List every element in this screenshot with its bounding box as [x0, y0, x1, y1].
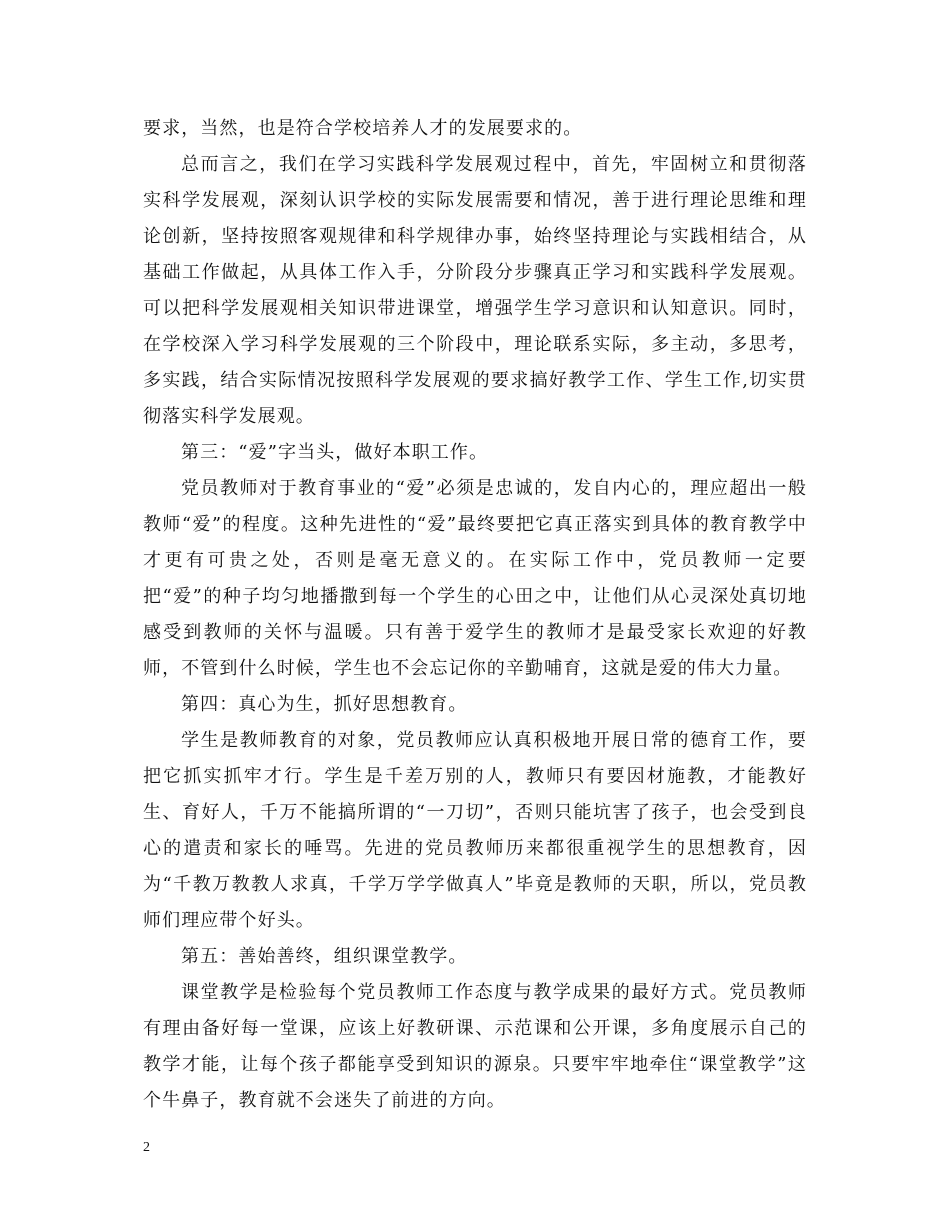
paragraph-love: 党员教师对于教育事业的“爱”必须是忠诚的，发自内心的，理应超出一般教师“爱”的程度。这种先进性的“爱”最终要把它真正落实到具体的教育教学中才更有可贵之处，否则是毫无意义的。在实际工作中，党员教师一定要把“爱”的种子均匀地播撒到每一个学生的心田之中，让他们从心灵深处真切地感受到教师的关怀与温暖。只有善于爱学生的教师才是最受家长欢迎的好教师，不管到什么时候，学生也不会忘记你的辛勤哺育，这就是爱的伟大力量。	[143, 478, 807, 679]
page-number: 2	[143, 1140, 150, 1155]
section-heading-fourth: 第四：真心为生，抓好思想教育。	[181, 694, 468, 715]
document-body	[143, 111, 807, 1119]
paragraph-continuation: 要求，当然，也是符合学校培养人才的发展要求的。	[143, 118, 583, 139]
paragraph-classroom-teaching: 课堂教学是检验每个党员教师工作态度与教学成果的最好方式。党员教师有理由备好每一堂课，应该上好教研课、示范课和公开课，多角度展示自己的教学才能，让每个孩子都能享受到知识的源泉。只要牢牢地牵住“课堂教学”这个牛鼻子，教育就不会迷失了前进的方向。	[143, 982, 807, 1111]
section-heading-third: 第三：“爱”字当头，做好本职工作。	[181, 442, 489, 463]
paragraph-moral-education: 学生是教师教育的对象，党员教师应认真积极地开展日常的德育工作，要把它抓实抓牢才行。学生是千差万别的人，教师只有要因材施教，才能教好生、育好人，千万不能搞所谓的“一刀切”，否则只能坑害了孩子，也会受到良心的遣责和家长的唾骂。先进的党员教师历来都很重视学生的思想教育，因为“千教万教教人求真，千学万学学做真人”毕竟是教师的天职，所以，党员教师们理应带个好头。	[143, 730, 807, 931]
paragraph-summary: 总而言之，我们在学习实践科学发展观过程中，首先，牢固树立和贯彻落实科学发展观，深刻认识学校的实际发展需要和情况，善于进行理论思维和理论创新，坚持按照客观规律和科学规律办事，始终坚持理论与实践相结合，从基础工作做起，从具体工作入手，分阶段分步骤真正学习和实践科学发展观。可以把科学发展观相关知识带进课堂，增强学生学习意识和认知意识。同时，在学校深入学习科学发展观的三个阶段中，理论联系实际，多主动，多思考，多实践，结合实际情况按照科学发展观的要求搞好教学工作、学生工作,切实贯彻落实科学发展观。	[143, 154, 807, 427]
section-heading-fifth: 第五：善始善终，组织课堂教学。	[181, 946, 468, 967]
